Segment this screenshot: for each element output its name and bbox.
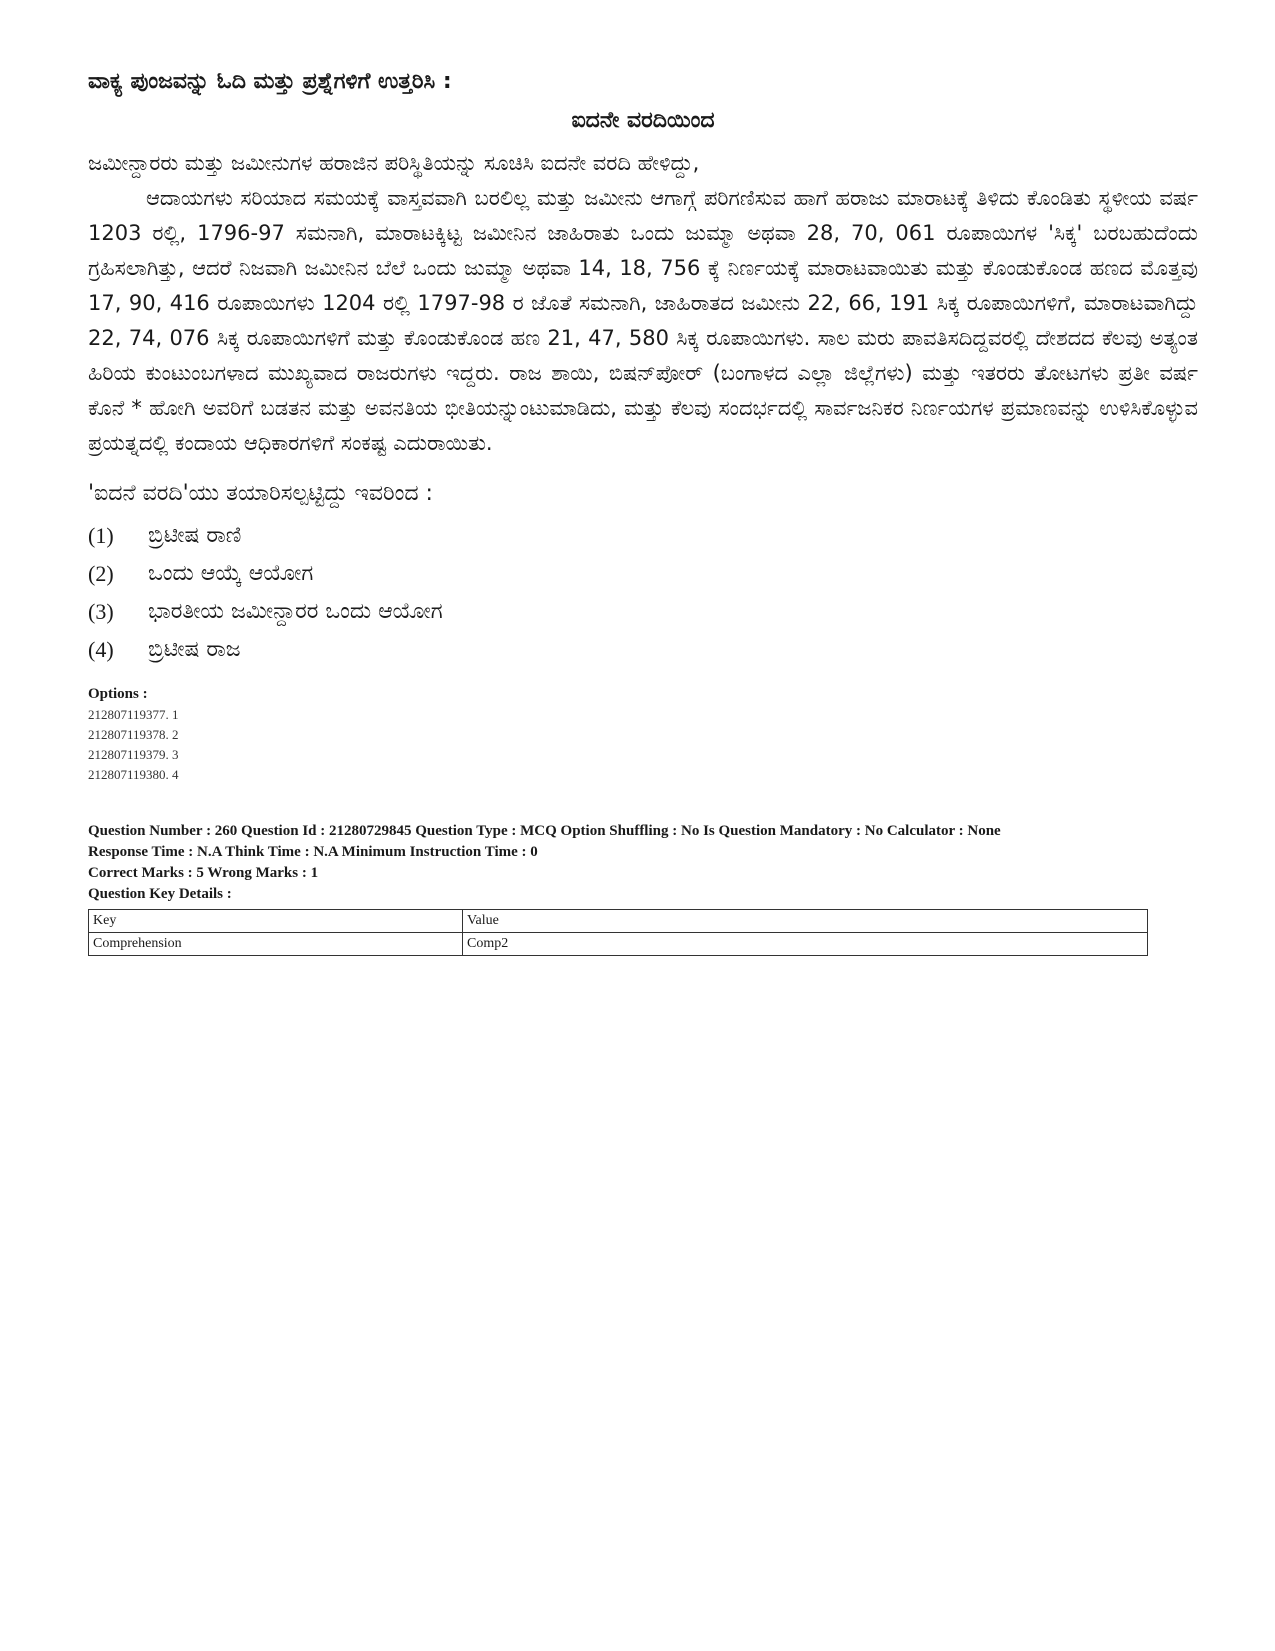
choice-text: ಭಾರತೀಯ ಜಮೀನ್ದಾರರ ಒಂದು ಆಯೋಗ [148,599,443,624]
choice-number: (3) [88,599,114,624]
choice-text: ಒಂದು ಆಯ್ಕೆ ಆಯೋಗ [148,561,314,586]
question-text: 'ಐದನೆ ವರದಿ'ಯು ತಯಾರಿಸಲ್ಪಟ್ಟಿದ್ದು ಇವರಿಂದ : [88,481,433,506]
table-cell-key: Comprehension [89,933,463,956]
table-cell-value: Comp2 [463,933,1148,956]
table-header-row [89,910,1148,933]
choice-list [88,517,1198,669]
meta-line-response-time: Response Time : N.A Think Time : N.A Minimum Instruction Time : 0 [88,844,538,860]
choice-text: ಬ್ರಿಟೀಷ ರಾಜ [148,637,241,662]
option-id-1: 212807119377. 1 [88,707,179,722]
table-header-key: Key [89,910,463,933]
passage-title: ಐದನೇ ವರದಿಯಿಂದ [571,108,715,133]
question-key-table [88,909,1148,956]
meta-line-marks: Correct Marks : 5 Wrong Marks : 1 [88,865,319,881]
instruction-text: ವಾಕ್ಯ ಪುಂಜವನ್ನು ಓದಿ ಮತ್ತು ಪ್ರಶ್ನೆಗಳಿಗೆ ಉತ್ತರಿಸಿ : [88,69,452,94]
question-meta [88,821,1198,905]
options-label: Options : [88,686,148,702]
choice-number: (1) [88,523,114,548]
passage-paragraph-2: ಆದಾಯಗಳು ಸರಿಯಾದ ಸಮಯಕ್ಕೆ ವಾಸ್ತವವಾಗಿ ಬರಲಿಲ್ಲ ಮತ್ತು ಜಮೀನು ಆಗಾಗ್ಗೆ ಪರಿಗಣಿಸುವ ಹಾಗೆ ಹರಾಜು ಮಾರಾಟಕ್ಕೆ ತಿಳಿದು ಕೊಂಡಿತು ಸ್ಥಳೀಯ ವರ್ಷ 1203 ರಲ್ಲಿ, 1796-97 ಸಮನಾಗಿ, ಮಾರಾಟಕ್ಕಿಟ್ಟ ಜಮೀನಿನ ಜಾಹಿರಾತು ಒಂದು ಜುಮ್ಮಾ ಅಥವಾ 28, 70, 061 ರೂಪಾಯಿಗಳ 'ಸಿಕ್ಕ' ಬರಬಹುದೆಂದು ಗ್ರಹಿಸಲಾಗಿತ್ತು, ಆದರೆ ನಿಜವಾಗಿ ಜಮೀನಿನ ಬೆಲೆ ಒಂದು ಜುಮ್ಮಾ ಅಥವಾ 14, 18, 756 ಕ್ಕೆ ನಿರ್ಣಯಕ್ಕೆ ಮಾರಾಟವಾಯಿತು ಮತ್ತು ಕೊಂಡುಕೊಂಡ ಹಣದ ಮೊತ್ತವು 17, 90, 416 ರೂಪಾಯಿಗಳು 1204 ರಲ್ಲಿ 1797-98 ರ ಜೊತೆ ಸಮನಾಗಿ, ಜಾಹಿರಾತದ ಜಮೀನು 22, 66, 191 ಸಿಕ್ಕ ರೂಪಾಯಿಗಳಿಗೆ, ಮಾರಾಟವಾಗಿದ್ದು 22, 74, 076 ಸಿಕ್ಕ ರೂಪಾಯಿಗಳಿಗೆ ಮತ್ತು ಕೊಂಡುಕೊಂಡ ಹಣ 21, 47, 580 ಸಿಕ್ಕ ರೂಪಾಯಿಗಳು. ಸಾಲ ಮರು ಪಾವತಿಸದಿದ್ದವರಲ್ಲಿ ದೇಶದದ ಕೆಲವು ಅತ್ಯಂತ ಹಿರಿಯ ಕುಂಟುಂಬಗಳಾದ ಮುಖ್ಯವಾದ ರಾಜರುಗಳು ಇದ್ದರು. ರಾಜ ಶಾಯಿ, ಬಿಷನ್‌ಪೋರ್ (ಬಂಗಾಳದ ಎಲ್ಲಾ ಜಿಲ್ಲೆಗಳು) ಮತ್ತು ಇತರರು ತೋಟಗಳು ಪ್ರತೀ ವರ್ಷ ಕೊನೆ * ಹೋಗಿ ಅವರಿಗೆ ಬಡತನ ಮತ್ತು ಅವನತಿಯ ಭೀತಿಯನ್ನುಂಟುಮಾಡಿದು, ಮತ್ತು ಕೆಲವು ಸಂದರ್ಭದಲ್ಲಿ ಸಾರ್ವಜನಿಕರ ನಿರ್ಣಯಗಳ ಪ್ರಮಾಣವನ್ನು ಉಳಿಸಿಕೊಳ್ಳುವ ಪ್ರಯತ್ನದಲ್ಲಿ ಕಂದಾಯ ಆಧಿಕಾರಗಳಿಗೆ ಸಂಕಷ್ಟ ಎದುರಾಯಿತು. [88,186,1198,455]
option-id-2: 212807119378. 2 [88,727,179,742]
choice-3 [88,593,1198,631]
meta-line-key-details: Question Key Details : [88,886,232,902]
question-page [88,66,1198,956]
table-row [89,933,1148,956]
choice-number: (2) [88,561,114,586]
passage-paragraph-1: ಜಮೀನ್ದಾರರು ಮತ್ತು ಜಮೀನುಗಳ ಹರಾಜಿನ ಪರಿಸ್ಥಿತಿಯನ್ನು ಸೂಚಿಸಿ ಐದನೇ ವರದಿ ಹೇಳಿದ್ದು, [88,151,700,175]
choice-text: ಬ್ರಿಟೀಷ ರಾಣಿ [148,523,242,548]
choice-number: (4) [88,637,114,662]
meta-line-question-number: Question Number : 260 Question Id : 21280729845 Question Type : MCQ Option Shuffling : No Is Question Mandatory : No Calculator : None [88,823,1001,839]
option-id-4: 212807119380. 4 [88,767,179,782]
choice-4 [88,631,1198,669]
choice-2 [88,555,1198,593]
option-id-3: 212807119379. 3 [88,747,179,762]
table-header-value: Value [463,910,1148,933]
choice-1 [88,517,1198,555]
